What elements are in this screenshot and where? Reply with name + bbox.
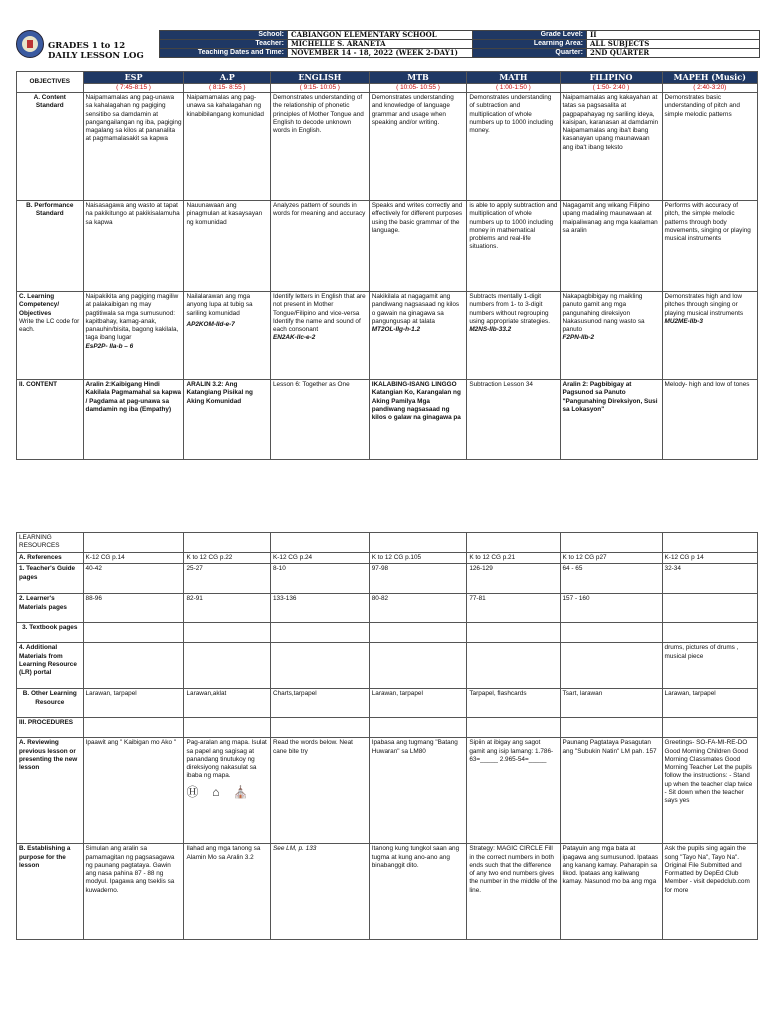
row-label-reviewing: A. Reviewing previous lesson or presenting the new lesson (17, 738, 84, 844)
cell: Naipamamalas ang kakayahan at tatas sa pagsasalita at pagpapahayag ng sariling ideya, kaisipan, karanasan at damdamin Naipamamalas ang iba't ibang kasanayan upang maunawaan ang iba't ibang teksto (560, 93, 662, 201)
deped-seal-icon (16, 30, 44, 58)
subject-english: ENGLISH (271, 72, 370, 84)
cell: 32-34 (662, 564, 757, 594)
school-icon: ⛪ (233, 784, 249, 799)
cell: Naipamamalas ang pag-unawa sa kahalagahan ng pagiging sensitibo sa damdamin at pangangailangan ng iba, pagiging magalang sa kilos at pananalita at pagmamalasakit sa kapwa (83, 93, 184, 201)
objectives-table (16, 71, 758, 460)
cell: K to 12 CG p.21 (467, 553, 560, 564)
cell: Ipaawit ang " Kaibigan mo Ako " (83, 738, 184, 844)
cell: Naisasagawa ang wasto at tapat na pakikitungo at pakikisalamuha sa kapwa (83, 201, 184, 292)
subject-filipino: FILIPINO (560, 72, 662, 84)
cell: Nagagamit ang wikang Filipino upang madaling maunawaan at maipaliwanag ang mga kaalaman sa aralin (560, 201, 662, 292)
cell: Analyzes pattern of sounds in words for meaning and accuracy (271, 201, 370, 292)
objectives-header: OBJECTIVES (17, 72, 84, 93)
cell: Nakikilala at nagagamit ang pandiwang nagsasaad ng kilos o gawain na ginagawa sa pangungusap at talata MT2OL-IIg-h-1.2 (369, 292, 467, 380)
cell: Subtraction Lesson 34 (467, 380, 560, 460)
cell: K to 12 CG p.105 (369, 553, 467, 564)
row-label-competency (17, 292, 84, 380)
document-title (48, 41, 144, 61)
cell: Charts,tarpapel (271, 689, 370, 718)
cell: K-12 CG p.14 (83, 553, 184, 564)
row-label-purpose: B. Establishing a purpose for the lesson (17, 844, 84, 940)
cell: Demonstrates understanding and knowledge of language grammar and usage when speaking and/or writing. (369, 93, 467, 201)
cell: 88-96 (83, 594, 184, 623)
cell: 8-10 (271, 564, 370, 594)
cell: 126-129 (467, 564, 560, 594)
cell: Demonstrates understanding of the relationship of phonetic principles of Mother Tongue and English to decode unknown words in English. (271, 93, 370, 201)
table-row (17, 738, 758, 844)
area-value: ALL SUBJECTS (587, 40, 760, 49)
header (16, 30, 758, 64)
table-row (17, 844, 758, 940)
time-math: ( 1:00-1:50 ) (467, 84, 560, 93)
quarter-label: Quarter: (473, 49, 587, 58)
cell: IKALABING-ISANG LINGGO Katangian Ko, Karangalan ng Aking Pamilya Mga pandiwang nagsasaad ng kilos o galaw na ginagawa pa (369, 380, 467, 460)
table-row (17, 594, 758, 623)
cell: K to 12 CG p27 (560, 553, 662, 564)
time-esp: ( 7:45-8:15 ) (83, 84, 184, 93)
title-line1: GRADES 1 to 12 (48, 41, 126, 51)
row-label-other-resource: B. Other Learning Resource (17, 689, 84, 718)
cell: K-12 CG p 14 (662, 553, 757, 564)
cell: Aralin 2: Pagbibigay at Pagsunod sa Panuto "Pangunahing Direksiyon, Susi sa Lokasyon" (560, 380, 662, 460)
area-label: Learning Area: (473, 40, 587, 49)
cell: Read the words below. Neat cane bite try (271, 738, 370, 844)
grade-label: Grade Level: (473, 31, 587, 40)
cell: Demonstrates basic understanding of pitch and simple melodic patterns (662, 93, 757, 201)
table-row (17, 553, 758, 564)
cell: Demonstrates understanding of subtraction and multiplication of whole numbers up to 1000 including money. (467, 93, 560, 201)
school-label: School: (160, 31, 288, 40)
subject-math: MATH (467, 72, 560, 84)
cell: Tsart, larawan (560, 689, 662, 718)
cell: Lesson 6: Together as One (271, 380, 370, 460)
cell: Melody- high and low of tones (662, 380, 757, 460)
cell: ARALIN 3.2: Ang Katangiang Pisikal ng Aking Komunidad (184, 380, 271, 460)
cell: Demonstrates high and low pitches through singing or playing musical instruments MU2ME-IIb-3 (662, 292, 757, 380)
cell: Larawan, tarpapel (369, 689, 467, 718)
cell: K-12 CG p.24 (271, 553, 370, 564)
table-row (17, 689, 758, 718)
row-label-references: A. References (17, 553, 84, 564)
teacher-label: Teacher: (160, 40, 288, 49)
cell: Patayuin ang mga bata at ipagawa ang sumusunod. Ipataas ang kanang kamay. Paharapin sa likod. Ipataas ang kaliwang kamay. Nasunod mo ba ang mga (560, 844, 662, 940)
cell: drums, pictures of drums , musical piece (662, 643, 757, 689)
cell: Pag-aralan ang mapa. Isulat sa papel ang sagisag at panandang tinutukoy ng direksiyong nakasulat sa ibaba ng mapa. Ⓗ ⌂ ⛪ (184, 738, 271, 844)
cell: 157 - 160 (560, 594, 662, 623)
cell: 77-81 (467, 594, 560, 623)
competency-sublabel: Write the LC code for each. (19, 317, 80, 334)
table-row (17, 533, 758, 553)
table-row (17, 718, 758, 738)
cell: Nauunawaan ang pinagmulan at kasaysayan ng komunidad (184, 201, 271, 292)
row-label-resources: LEARNING RESOURCES (17, 533, 84, 553)
resources-table (16, 532, 758, 940)
cell: 25-27 (184, 564, 271, 594)
cell: Tarpapel, flashcards (467, 689, 560, 718)
cell: Ipabasa ang tugmang "Batang Huwaran" sa LM80 (369, 738, 467, 844)
cell: 64 - 65 (560, 564, 662, 594)
row-label-learners-materials: 2. Learner's Materials pages (17, 594, 84, 623)
time-ap: ( 8:15- 8:55 ) (184, 84, 271, 93)
time-filipino: ( 1:50- 2:40 ) (560, 84, 662, 93)
row-label-performance-standard: B. Performance Standard (17, 201, 84, 292)
dates-label: Teaching Dates and Time: (160, 49, 288, 58)
teacher-value: MICHELLE S. ARANETA (288, 40, 473, 49)
time-mapeh: ( 2:40-3:20) (662, 84, 757, 93)
table-row (17, 292, 758, 380)
cell: Nailalarawan ang mga anyong lupa at tubig sa sariling komunidad AP2KOM-IId-e-7 (184, 292, 271, 380)
school-value: CABIANGON ELEMENTARY SCHOOL (288, 31, 473, 40)
cell: Itanong kung tungkol saan ang tugma at kung ano-ano ang binabanggit dito. (369, 844, 467, 940)
row-label-additional: 4. Additional Materials from Learning Resource (LR) portal (17, 643, 84, 689)
table-row (17, 201, 758, 292)
map-symbols (186, 785, 268, 799)
cell (662, 594, 757, 623)
grade-value: II (587, 31, 760, 40)
house-icon: ⌂ (212, 784, 220, 799)
subject-mtb: MTB (369, 72, 467, 84)
cell: Strategy: MAGIC CIRCLE Fill in the correct numbers in both ends such that the difference of any two end numbers gives the number in the middle of the line. (467, 844, 560, 940)
hospital-icon: Ⓗ (186, 784, 199, 799)
row-label-content-standard: A. Content Standard (17, 93, 84, 201)
competency-label: C. Learning Competency/ Objectives (19, 293, 60, 317)
cell: Ask the pupils sing again the song "Tayo Na", Tayo Na". Original File Submitted and Formatted by DepEd Club Member - visit depedclub.com for more (662, 844, 757, 940)
quarter-value: 2ND QUARTER (587, 49, 760, 58)
cell: Paunang Pagtataya Pasagutan ang "Subukin Natin" LM pah. 157 (560, 738, 662, 844)
cell: Identify letters in English that are not present in Mother Tongue/Filipino and vice-versa Identify the name and sound of each consonant EN2AK-IIc-e-2 (271, 292, 370, 380)
row-label-procedures: III. PROCEDURES (17, 718, 84, 738)
cell: Performs with accuracy of pitch, the simple melodic patterns through body movements, singing or playing musical instruments (662, 201, 757, 292)
row-label-content: II. CONTENT (17, 380, 84, 460)
cell: Larawan, tarpapel (662, 689, 757, 718)
cell: Nakapagbibigay ng maikling panuto gamit ang mga pangunahing direksiyon Nakasusunod nang wasto sa panuto F2PN-IIb-2 (560, 292, 662, 380)
cell: Larawan,aklat (184, 689, 271, 718)
cell: K to 12 CG p.22 (184, 553, 271, 564)
cell: 97-98 (369, 564, 467, 594)
cell: 133-136 (271, 594, 370, 623)
cell: Speaks and writes correctly and effectively for different purposes using the basic grammar of the language. (369, 201, 467, 292)
cell: 80-82 (369, 594, 467, 623)
header-info-table (159, 30, 760, 58)
cell: 82-91 (184, 594, 271, 623)
cell: Ilahad ang mga tanong sa Alamin Mo sa Aralin 3.2 (184, 844, 271, 940)
table-row (17, 643, 758, 689)
subject-ap: A.P (184, 72, 271, 84)
row-label-teachers-guide: 1. Teacher's Guide pages (17, 564, 84, 594)
time-english: ( 9:15- 10:05 ) (271, 84, 370, 93)
cell: Subtracts mentally 1-digit numbers from 1- to 3-digit numbers without regrouping using appropriate strategies. M2NS-IIb-33.2 (467, 292, 560, 380)
time-mtb: ( 10:05- 10:55 ) (369, 84, 467, 93)
subject-esp: ESP (83, 72, 184, 84)
cell: Larawan, tarpapel (83, 689, 184, 718)
cell: Greetings- SO-FA-MI-RE-DO Good Morning Children Good Morning Classmates Good Morning Teacher Let the pupils follow the instructions: - Stand up when the teacher clap twice - Sit down when the teacher says yes (662, 738, 757, 844)
cell: Simulan ang aralin sa pamamagitan ng pagsasagawa ng paunang pagtataya. Gawin ang nasa pahina 87 - 88 ng modyul. Ipagawa ang tseklis sa kuwaderno. (83, 844, 184, 940)
title-line2: DAILY LESSON LOG (48, 51, 144, 61)
cell: Naipakikita ang pagiging magiliw at palakaibigan ng may pagtitiwala sa mga sumusunod: kapitbahay, kamag-anak, panauhin/bisita, bagong kakilala, taga ibang lugar EsP2P- IIa-b – 6 (83, 292, 184, 380)
cell: Naipamamalas ang pag-unawa sa kahalagahan ng kinabibilangang komunidad (184, 93, 271, 201)
cell: is able to apply subtraction and multiplication of whole numbers up to 1000 including money in mathematical problems and real-life situations. (467, 201, 560, 292)
cell: Aralin 2:Kaibigang Hindi Kakilala Pagmamahal sa kapwa / Pagdama at pag-unawa sa damdamin ng iba (Empathy) (83, 380, 184, 460)
cell: 40-42 (83, 564, 184, 594)
row-label-textbook: 3. Textbook pages (17, 623, 84, 643)
table-row (17, 623, 758, 643)
cell: See LM, p. 133 (271, 844, 370, 940)
table-row (17, 380, 758, 460)
cell: Sipiin at ibigay ang sagot gamit ang isip lamang: 1.786-63=_____ 2.965-54=_____ (467, 738, 560, 844)
subject-mapeh: MAPEH (Music) (662, 72, 757, 84)
table-row (17, 93, 758, 201)
table-row (17, 564, 758, 594)
dates-value: NOVEMBER 14 - 18, 2022 (WEEK 2-DAY1) (288, 49, 473, 58)
